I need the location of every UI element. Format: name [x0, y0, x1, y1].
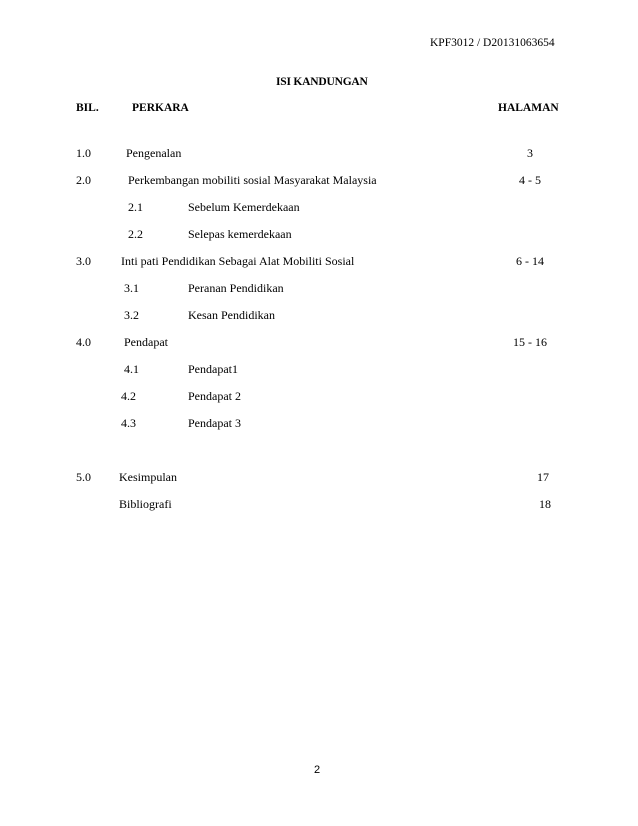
toc-subrow-title: Pendapat 2 — [188, 389, 241, 403]
toc-subrow-title: Pendapat1 — [188, 362, 238, 376]
toc-subrow-number: 4.2 — [121, 389, 136, 403]
document-code: KPF3012 / D20131063654 — [430, 37, 555, 49]
toc-subrow-number: 3.2 — [124, 308, 139, 322]
toc-row-title: Bibliografi — [119, 497, 172, 511]
page-number: 2 — [314, 764, 321, 776]
toc-subrow-number: 2.2 — [128, 227, 143, 241]
toc-row-number: 5.0 — [76, 470, 91, 484]
toc-subrow-number: 3.1 — [124, 281, 139, 295]
toc-row-page: 4 - 5 — [519, 173, 541, 187]
toc-row-number: 4.0 — [76, 335, 91, 349]
toc-row-number: 3.0 — [76, 254, 91, 268]
toc-subrow-title: Kesan Pendidikan — [188, 308, 275, 322]
toc-subrow-number: 4.3 — [121, 416, 136, 430]
toc-row-page: 6 - 14 — [516, 254, 544, 268]
toc-subrow-title: Sebelum Kemerdekaan — [188, 200, 300, 214]
column-header-halaman: HALAMAN — [498, 102, 559, 114]
column-header-bil: BIL. — [76, 102, 99, 114]
toc-subrow-number: 4.1 — [124, 362, 139, 376]
toc-subrow-title: Peranan Pendidikan — [188, 281, 284, 295]
toc-row-page: 3 — [527, 146, 533, 160]
toc-row-page: 17 — [537, 470, 549, 484]
toc-row-number: 2.0 — [76, 173, 91, 187]
toc-row-title: Pendapat — [124, 335, 168, 349]
toc-row-page: 15 - 16 — [513, 335, 547, 349]
toc-subrow-title: Pendapat 3 — [188, 416, 241, 430]
toc-row-title: Kesimpulan — [119, 470, 177, 484]
page-title: ISI KANDUNGAN — [276, 76, 368, 88]
toc-row-title: Inti pati Pendidikan Sebagai Alat Mobiliti Sosial — [121, 254, 355, 268]
toc-row-title: Perkembangan mobiliti sosial Masyarakat Malaysia — [128, 173, 377, 187]
toc-subrow-title: Selepas kemerdekaan — [188, 227, 292, 241]
toc-row-number: 1.0 — [76, 146, 91, 160]
toc-row-title: Pengenalan — [126, 146, 182, 160]
toc-subrow-number: 2.1 — [128, 200, 143, 214]
toc-row-page: 18 — [539, 497, 551, 511]
column-header-perkara: PERKARA — [132, 102, 189, 114]
